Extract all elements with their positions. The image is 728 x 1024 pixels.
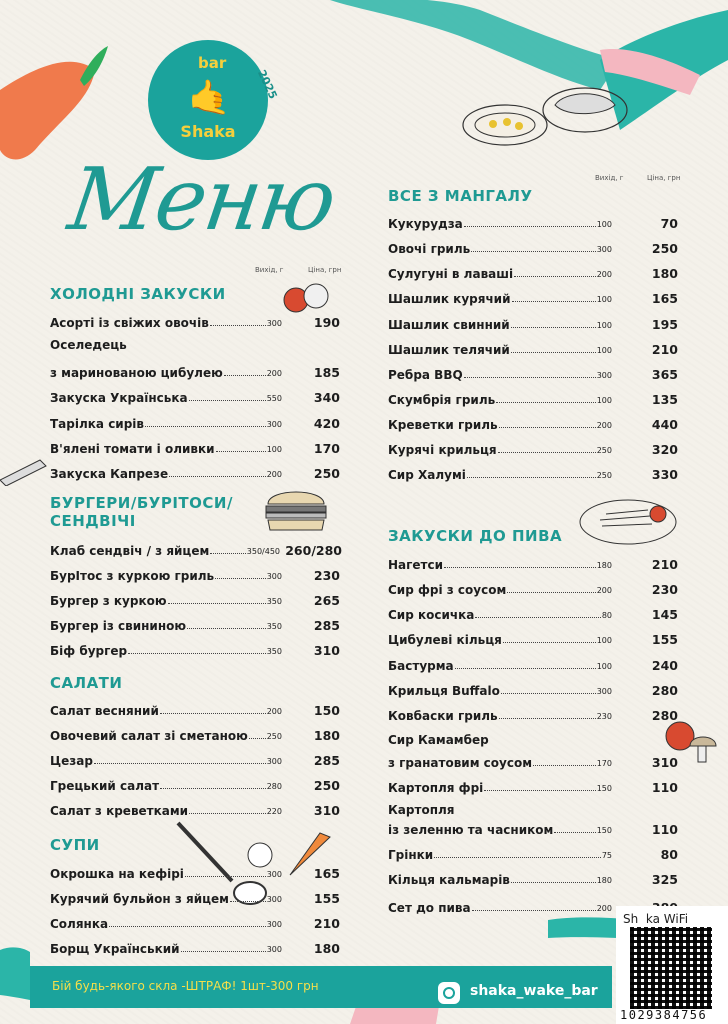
right-price-header: Ціна, грн xyxy=(647,174,681,182)
item-weight: 100 xyxy=(596,662,612,671)
leader-dots xyxy=(514,276,596,277)
item-price: 285 xyxy=(313,618,340,633)
item-name: Шашлик свинний xyxy=(388,318,510,332)
menu-item xyxy=(388,817,678,837)
item-price: 180 xyxy=(313,728,340,743)
item-price: 210 xyxy=(313,916,340,931)
menu-item xyxy=(388,750,678,770)
item-weight: 200 xyxy=(596,904,612,913)
item-name: В'ялені томати і оливки xyxy=(50,442,215,456)
item-name: Ребра BBQ xyxy=(388,368,463,382)
item-name: Овочі гриль xyxy=(388,242,471,256)
shaka-hand-icon: 🤙 xyxy=(188,78,231,118)
menu-item xyxy=(388,602,678,622)
menu-item xyxy=(388,867,678,887)
item-name: Сир косичка xyxy=(388,608,475,622)
leader-dots xyxy=(160,713,266,714)
item-name: Салат з креветками xyxy=(50,804,189,818)
item-price: 80 xyxy=(660,847,678,862)
item-price: 145 xyxy=(651,607,678,622)
leader-dots xyxy=(215,578,266,579)
menu-item xyxy=(50,861,340,881)
item-name: Клаб сендвіч / з яйцем xyxy=(50,544,210,558)
item-weight: 100 xyxy=(596,220,612,229)
menu-item xyxy=(50,385,340,405)
item-price: 240 xyxy=(651,658,678,673)
item-weight: 350 xyxy=(266,597,282,606)
item-weight: 350 xyxy=(266,622,282,631)
grill-food-illustration xyxy=(455,80,635,165)
menu-item xyxy=(50,360,340,380)
item-price: 250 xyxy=(651,241,678,256)
item-weight: 200 xyxy=(596,270,612,279)
leader-dots xyxy=(503,642,596,643)
item-price: 165 xyxy=(651,291,678,306)
item-name: Закуска Капрезе xyxy=(50,467,169,481)
item-name: Бастурма xyxy=(388,659,454,673)
menu-item xyxy=(50,588,340,608)
leader-dots xyxy=(472,910,596,911)
section-title-grill: ВСЕ З МАНГАЛУ xyxy=(388,187,533,205)
menu-item xyxy=(388,437,678,457)
item-name: Овочевий салат зі сметаною xyxy=(50,729,248,743)
item-price: 280 xyxy=(651,683,678,698)
leader-dots xyxy=(210,325,266,326)
item-name: Цезар xyxy=(50,754,93,768)
item-weight: 100 xyxy=(266,445,282,454)
leader-dots xyxy=(230,901,266,902)
item-name: Картопля фрі xyxy=(388,781,484,795)
item-weight: 220 xyxy=(266,807,282,816)
menu-item xyxy=(50,563,340,583)
item-weight: 200 xyxy=(266,470,282,479)
item-price: 320 xyxy=(651,442,678,457)
item-price: 150 xyxy=(313,703,340,718)
menu-item xyxy=(388,552,678,572)
item-weight: 200 xyxy=(596,421,612,430)
leader-dots xyxy=(185,876,266,877)
item-name: Сир Халумі xyxy=(388,468,466,482)
item-price: 325 xyxy=(651,872,678,887)
section-title-salads: САЛАТИ xyxy=(50,674,123,692)
item-name: БурІтос з куркою гриль xyxy=(50,569,215,583)
item-weight: 170 xyxy=(596,759,612,768)
item-name: Бургер із свининою xyxy=(50,619,187,633)
menu-item xyxy=(50,773,340,793)
leader-dots xyxy=(496,402,596,403)
leader-dots xyxy=(128,653,266,654)
fries-plate-illustration xyxy=(560,490,680,550)
section-title-burgers-line1: БУРГЕРИ/БУРІТОСИ/ xyxy=(50,494,233,512)
leader-dots xyxy=(216,451,266,452)
item-name: з гранатовим соусом xyxy=(388,756,533,770)
leader-dots xyxy=(160,788,266,789)
item-price: 440 xyxy=(651,417,678,432)
menu-item xyxy=(50,436,340,456)
leader-dots xyxy=(484,790,595,791)
leader-dots xyxy=(554,832,595,833)
item-weight: 300 xyxy=(266,920,282,929)
item-weight: 150 xyxy=(596,826,612,835)
leader-dots xyxy=(434,857,601,858)
item-weight: 300 xyxy=(596,245,612,254)
leader-dots xyxy=(181,951,266,952)
leader-dots xyxy=(189,400,266,401)
item-name: Борщ Український xyxy=(50,942,180,956)
item-weight: 300 xyxy=(266,945,282,954)
item-price: 230 xyxy=(313,568,340,583)
logo-year: 2025 xyxy=(254,67,280,102)
menu-item xyxy=(388,236,678,256)
item-name: Оселедець xyxy=(50,338,127,352)
teal-stroke-top-right xyxy=(330,0,620,90)
menu-item xyxy=(50,461,340,481)
item-price: 110 xyxy=(651,780,678,795)
leader-dots xyxy=(145,426,266,427)
shaka-bar-logo xyxy=(148,40,280,160)
item-name: Шашлик телячий xyxy=(388,343,510,357)
item-name: Біф бургер xyxy=(50,644,128,658)
item-weight: 100 xyxy=(596,636,612,645)
item-weight: 250 xyxy=(596,446,612,455)
leader-dots xyxy=(511,327,596,328)
leader-dots xyxy=(109,926,266,927)
wifi-label: Sh ka WiFi xyxy=(623,912,689,926)
item-price: 135 xyxy=(651,392,678,407)
leader-dots xyxy=(507,592,595,593)
menu-item xyxy=(50,538,342,558)
left-price-header: Ціна, грн xyxy=(308,266,342,274)
item-name: Сир Камамбер xyxy=(388,733,489,747)
menu-item xyxy=(50,748,340,768)
instagram-icon xyxy=(438,982,460,1004)
leader-dots xyxy=(444,567,596,568)
item-name: Солянка xyxy=(50,917,109,931)
leader-dots xyxy=(471,251,596,252)
menu-item xyxy=(50,723,340,743)
item-name: Сулугуні в лаваші xyxy=(388,267,514,281)
menu-item xyxy=(50,411,340,431)
item-price: 330 xyxy=(651,467,678,482)
menu-item xyxy=(50,613,340,633)
item-price: 280 xyxy=(651,708,678,723)
item-weight: 300 xyxy=(266,870,282,879)
item-price: 155 xyxy=(651,632,678,647)
menu-item xyxy=(50,911,340,931)
menu-item xyxy=(388,577,678,597)
item-name: Грецький салат xyxy=(50,779,160,793)
menu-item xyxy=(388,653,678,673)
item-name: Сир фрі з соусом xyxy=(388,583,507,597)
menu-item xyxy=(388,462,678,482)
item-weight: 100 xyxy=(596,321,612,330)
item-name: Грінки xyxy=(388,848,434,862)
leader-dots xyxy=(224,375,266,376)
leader-dots xyxy=(467,477,596,478)
menu-item xyxy=(50,310,340,330)
menu-item xyxy=(388,261,678,281)
item-price: 310 xyxy=(651,755,678,770)
item-price: 265 xyxy=(313,593,340,608)
leader-dots xyxy=(512,301,596,302)
item-price: 165 xyxy=(313,866,340,881)
item-weight: 100 xyxy=(596,295,612,304)
left-weight-header: Вихід, г xyxy=(255,266,284,274)
item-name: Цибулеві кільця xyxy=(388,633,502,647)
item-name: Салат весняний xyxy=(50,704,159,718)
item-price: 340 xyxy=(313,390,340,405)
section-title-burgers-line2: СЕНДВІЧІ xyxy=(50,512,136,530)
item-name: Тарілка сирів xyxy=(50,417,145,431)
menu-item xyxy=(388,678,678,698)
item-price: 250 xyxy=(313,466,340,481)
instagram-handle[interactable]: shaka_wake_bar xyxy=(470,983,598,999)
item-price: 155 xyxy=(313,891,340,906)
item-name: Шашлик курячий xyxy=(388,292,511,306)
item-weight: 300 xyxy=(266,757,282,766)
section-title-soups: СУПИ xyxy=(50,836,100,854)
right-weight-header: Вихід, г xyxy=(595,174,624,182)
item-weight: 280 xyxy=(266,782,282,791)
leader-dots xyxy=(501,693,596,694)
item-weight: 550 xyxy=(266,394,282,403)
item-weight: 250 xyxy=(596,471,612,480)
item-weight: 250 xyxy=(266,732,282,741)
item-price: 250 xyxy=(313,778,340,793)
logo-brand-text: Shaka xyxy=(180,122,236,141)
item-weight: 300 xyxy=(266,895,282,904)
leader-dots xyxy=(533,765,596,766)
menu-item xyxy=(388,412,678,432)
item-weight: 300 xyxy=(596,371,612,380)
leader-dots xyxy=(498,452,596,453)
menu-item xyxy=(50,936,340,956)
item-name: з маринованою цибулею xyxy=(50,366,223,380)
item-price: 210 xyxy=(651,557,678,572)
leader-dots xyxy=(511,882,596,883)
item-weight: 180 xyxy=(596,876,612,885)
item-name: Нагетси xyxy=(388,558,444,572)
leader-dots xyxy=(187,628,266,629)
item-weight: 230 xyxy=(596,712,612,721)
item-weight: 100 xyxy=(596,396,612,405)
item-weight: 350 xyxy=(266,647,282,656)
item-name: із зеленню та часником xyxy=(388,823,554,837)
menu-title: Меню xyxy=(62,150,341,250)
leader-dots xyxy=(499,718,596,719)
leader-dots xyxy=(210,553,245,554)
item-price: 195 xyxy=(651,317,678,332)
menu-item xyxy=(388,842,678,862)
menu-item xyxy=(388,211,678,231)
menu-item xyxy=(388,703,678,723)
item-name: Кільця кальмарів xyxy=(388,873,510,887)
item-price: 420 xyxy=(313,416,340,431)
orange-stroke-top-left xyxy=(0,62,95,160)
item-price: 190 xyxy=(313,315,340,330)
item-price: 230 xyxy=(651,582,678,597)
menu-item xyxy=(50,886,340,906)
item-name: Окрошка на кефірі xyxy=(50,867,184,881)
item-name: Ковбаски гриль xyxy=(388,709,498,723)
item-name: Крильця Buffalo xyxy=(388,684,500,698)
menu-item xyxy=(388,627,678,647)
item-weight: 300 xyxy=(266,420,282,429)
item-name: Курячі крильця xyxy=(388,443,497,457)
item-weight: 75 xyxy=(601,851,612,860)
item-price: 180 xyxy=(651,266,678,281)
leader-dots xyxy=(499,427,596,428)
menu-item xyxy=(388,286,678,306)
item-price: 310 xyxy=(313,803,340,818)
item-name: Асорті із свіжих овочів xyxy=(50,316,209,330)
leader-dots xyxy=(464,377,596,378)
item-weight: 180 xyxy=(596,561,612,570)
section-title-beer: ЗАКУСКИ ДО ПИВА xyxy=(388,527,563,545)
leader-dots xyxy=(94,763,266,764)
leader-dots xyxy=(169,476,266,477)
wifi-code: 1029384756 xyxy=(620,1008,708,1022)
menu-item xyxy=(388,362,678,382)
burger-illustration xyxy=(262,480,330,534)
item-price: 210 xyxy=(651,342,678,357)
item-price: 180 xyxy=(313,941,340,956)
menu-item xyxy=(50,638,340,658)
leader-dots xyxy=(168,603,266,604)
grater-illustration xyxy=(0,456,50,486)
menu-item xyxy=(388,312,678,332)
item-weight: 200 xyxy=(266,707,282,716)
leader-dots xyxy=(464,226,596,227)
section-title-cold: ХОЛОДНІ ЗАКУСКИ xyxy=(50,285,226,303)
item-weight: 300 xyxy=(266,319,282,328)
item-weight: 350/450 xyxy=(246,547,280,556)
wifi-qr-code[interactable] xyxy=(630,927,712,1009)
item-name: Бургер з куркою xyxy=(50,594,167,608)
leader-dots xyxy=(511,352,596,353)
item-price: 285 xyxy=(313,753,340,768)
item-name: Креветки гриль xyxy=(388,418,498,432)
menu-item xyxy=(50,798,340,818)
item-weight: 200 xyxy=(596,586,612,595)
leader-dots xyxy=(455,668,596,669)
item-price: 310 xyxy=(313,643,340,658)
item-weight: 80 xyxy=(601,611,612,620)
leader-dots xyxy=(189,813,266,814)
item-name: Курячий бульйон з яйцем xyxy=(50,892,229,906)
item-name: Картопля xyxy=(388,803,455,817)
item-weight: 300 xyxy=(596,687,612,696)
logo-bar-text: bar xyxy=(198,54,227,72)
item-name: Сет до пива xyxy=(388,901,471,915)
menu-item xyxy=(388,337,678,357)
item-weight: 150 xyxy=(596,784,612,793)
glass-fine-notice: Бій будь-якого скла -ШТРАФ! 1шт-300 грн xyxy=(52,979,319,993)
item-weight: 300 xyxy=(266,572,282,581)
menu-item xyxy=(50,698,340,718)
item-price: 260/280 xyxy=(285,543,342,558)
item-price: 170 xyxy=(313,441,340,456)
menu-item xyxy=(388,387,678,407)
teal-stroke-bottom-left xyxy=(0,947,30,1000)
item-name: Закуска Українська xyxy=(50,391,188,405)
item-price: 185 xyxy=(313,365,340,380)
menu-item xyxy=(388,775,678,795)
item-price: 110 xyxy=(651,822,678,837)
item-weight: 200 xyxy=(266,369,282,378)
leader-dots xyxy=(249,738,266,739)
item-price: 70 xyxy=(660,216,678,231)
item-price: 365 xyxy=(651,367,678,382)
item-name: Кукурудза xyxy=(388,217,463,231)
item-name: Скумбрія гриль xyxy=(388,393,496,407)
item-weight: 100 xyxy=(596,346,612,355)
leader-dots xyxy=(475,617,600,618)
